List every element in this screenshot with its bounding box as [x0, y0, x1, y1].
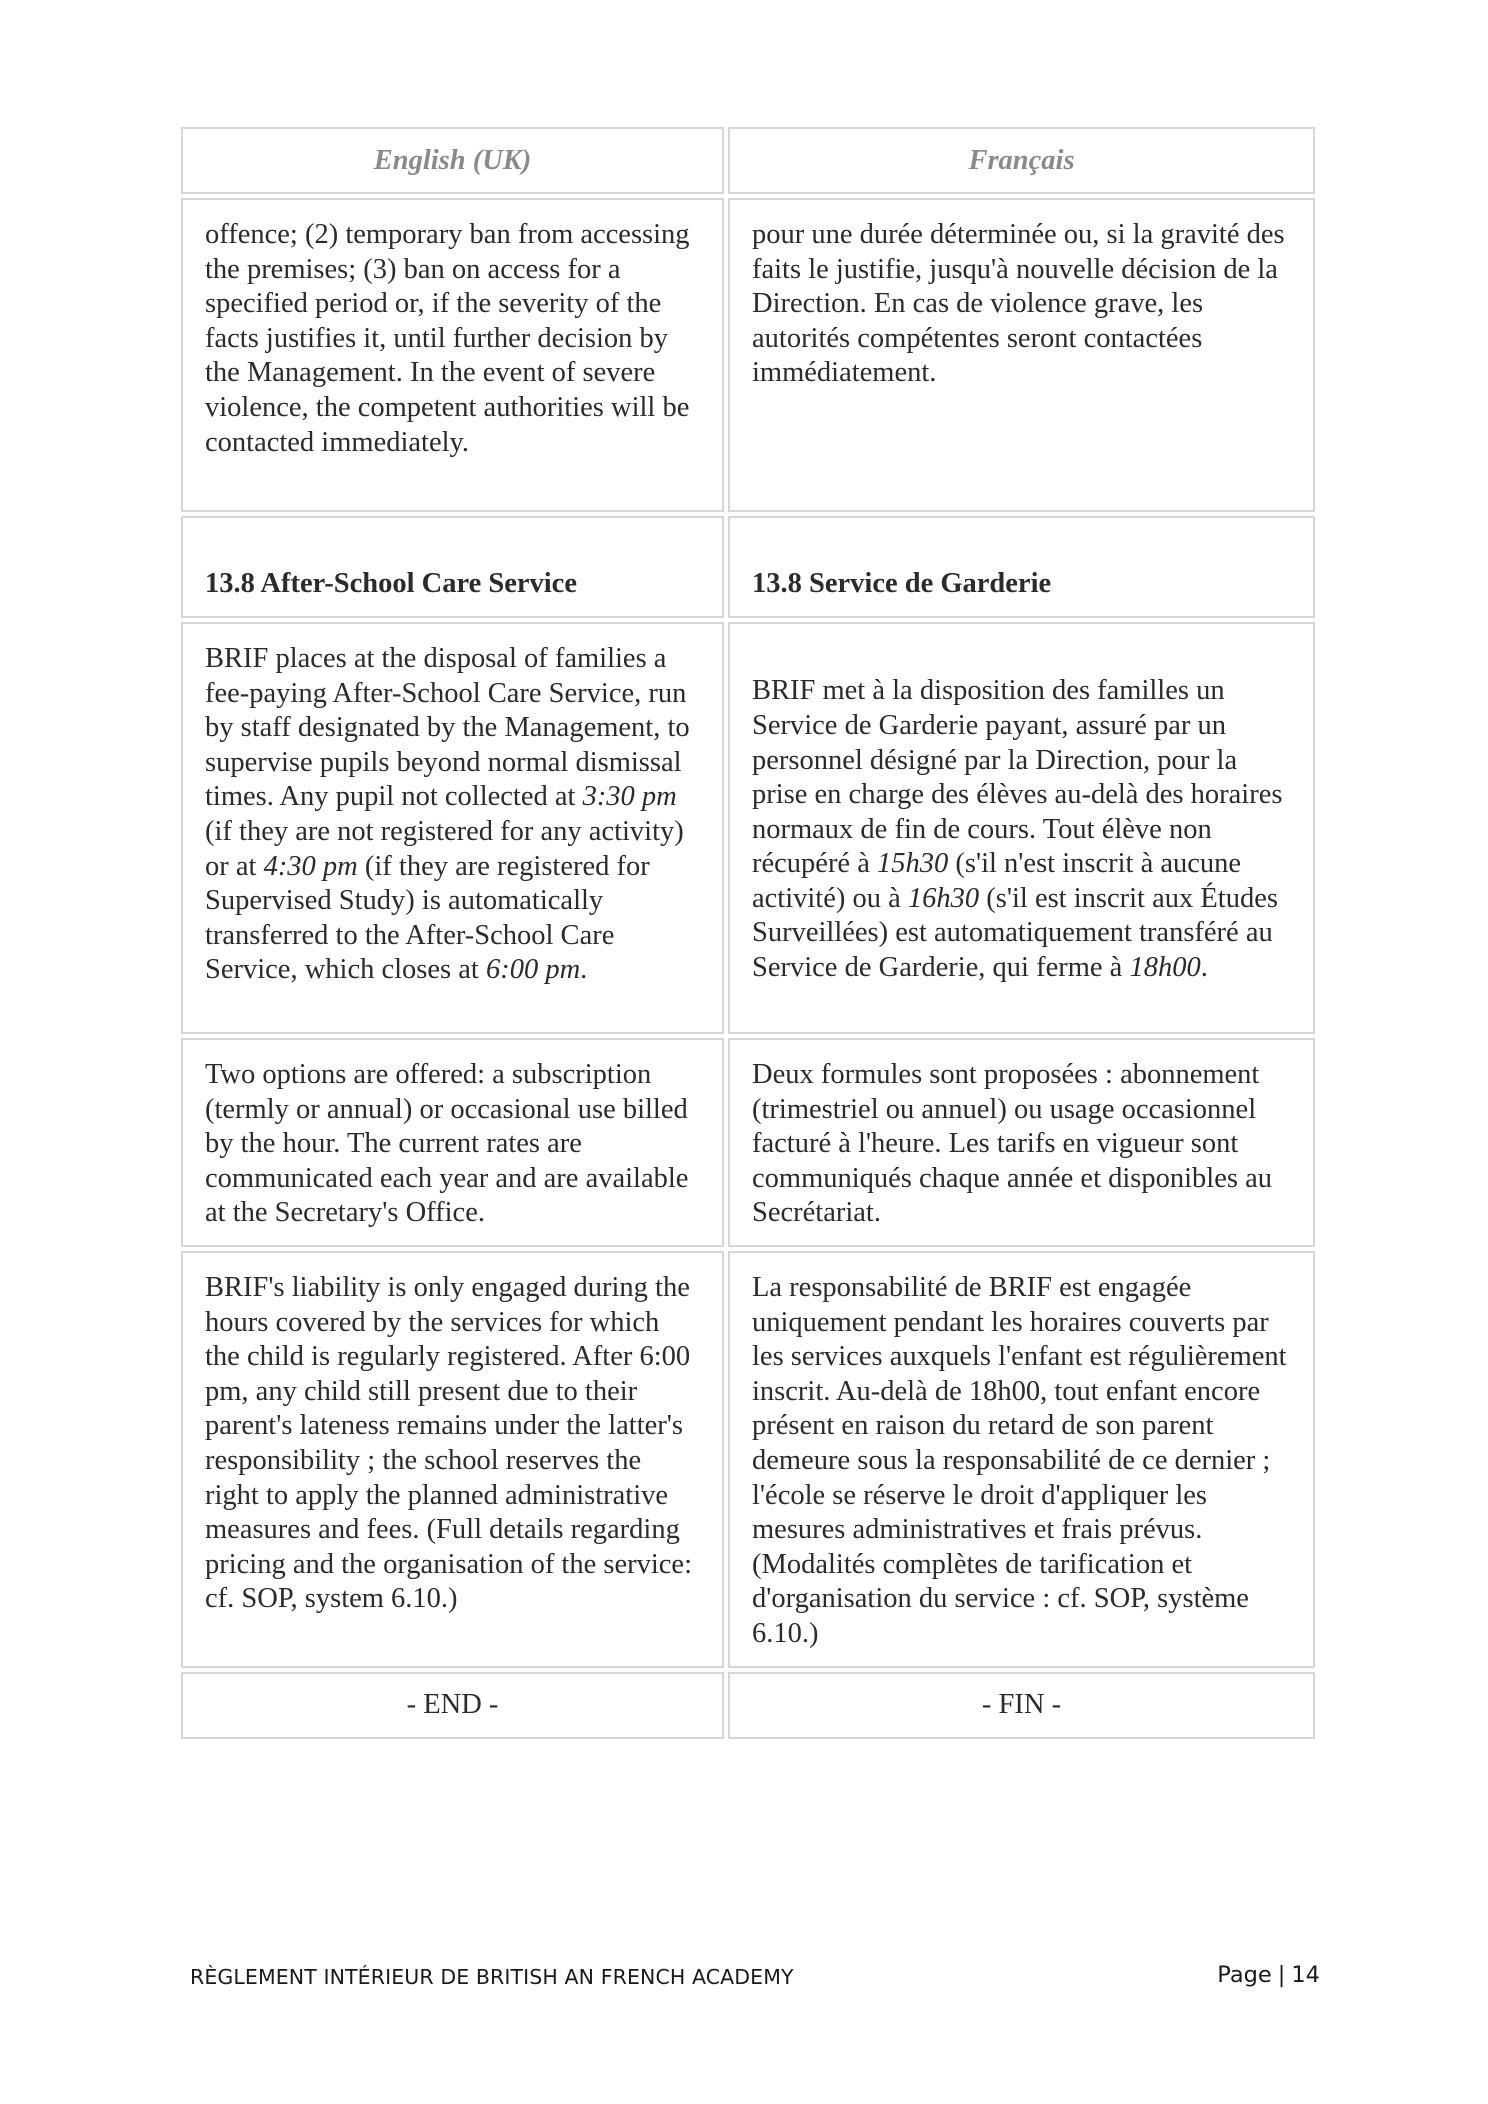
header-row	[181, 127, 1315, 194]
english-cell-liability: BRIF's liability is only engaged during the hours covered by the services for which the child is regularly registered. After 6:00 pm, any child still present due to their parent's lateness remains under the latter's responsibility ; the school reserves the right to apply the planned administrative measures and fees. (Full details regarding pricing and the organisation of the service: cf. SOP, system 6.10.)	[181, 1251, 724, 1668]
english-section-heading: 13.8 After-School Care Service	[181, 516, 724, 618]
section-heading-row	[181, 516, 1315, 618]
french-time-3: 18h00	[1129, 952, 1201, 984]
footer-page-number	[1217, 1962, 1320, 1988]
english-time-1: 3:30 pm	[582, 781, 677, 813]
french-section-heading: 13.8 Service de Garderie	[728, 516, 1315, 618]
column-header-english: English (UK)	[181, 127, 724, 194]
english-end-marker: - END -	[181, 1672, 724, 1739]
end-row	[181, 1672, 1315, 1739]
english-care-text-2: (if they are not registered for any activity) or at	[205, 815, 684, 882]
english-care-text-4: .	[580, 954, 588, 986]
page-separator: |	[1277, 1962, 1286, 1988]
english-care-text-1: BRIF places at the disposal of families a fee-paying After-School Care Service, run by staff designated by the Management, to supervise pupils beyond normal dismissal times. Any pupil not collected at	[205, 643, 690, 813]
english-time-2: 4:30 pm	[263, 850, 358, 882]
page-number: 14	[1291, 1962, 1320, 1988]
french-cell-options: Deux formules sont proposées : abonnement (trimestriel ou annuel) ou usage occasionnel facturé à l'heure. Les tarifs en vigueur sont communiqués chaque année et disponibles au Secrétariat.	[728, 1038, 1315, 1247]
french-care-text-3: (s'il est inscrit aux Études Surveillées) est automatiquement transféré au Service de Garderie, qui ferme à	[752, 882, 1278, 984]
page-label: Page	[1217, 1962, 1272, 1988]
french-care-text-4: .	[1200, 952, 1208, 984]
table-row	[181, 198, 1315, 512]
english-time-3: 6:00 pm	[485, 954, 581, 986]
table-row	[181, 1251, 1315, 1668]
footer-document-title: RÈGLEMENT INTÉRIEUR DE BRITISH AN FRENCH ACADEMY	[190, 1965, 794, 1989]
table-row	[181, 622, 1315, 1034]
french-end-marker: - FIN -	[728, 1672, 1315, 1739]
bilingual-table	[177, 123, 1319, 1743]
french-time-2: 16h30	[907, 882, 980, 914]
english-care-text-3: (if they are registered for Supervised Study) is automatically transferred to the After-School Care Service, which closes at	[205, 850, 650, 986]
french-time-1: 15h30	[876, 848, 949, 880]
english-cell-options: Two options are offered: a subscription (termly or annual) or occasional use billed by the hour. The current rates are communicated each year and are available at the Secretary's Office.	[181, 1038, 724, 1247]
table-row	[181, 1038, 1315, 1247]
french-care-text-1: BRIF met à la disposition des familles un Service de Garderie payant, assuré par un personnel désigné par la Direction, pour la prise en charge des élèves au-delà des horaires normaux de fin de cours. Tout élève non récupéré à	[752, 675, 1283, 880]
column-header-french: Français	[728, 127, 1315, 194]
french-cell-liability: La responsabilité de BRIF est engagée uniquement pendant les horaires couverts par les services auxquels l'enfant est régulièrement inscrit. Au-delà de 18h00, tout enfant encore présent en raison du retard de son parent demeure sous la responsabilité de ce dernier ; l'école se réserve le droit d'appliquer les mesures administratives et frais prévus. (Modalités complètes de tarification et d'organisation du service : cf. SOP, système 6.10.)	[728, 1251, 1315, 1668]
french-cell-sanctions: pour une durée déterminée ou, si la gravité des faits le justifie, jusqu'à nouvelle décision de la Direction. En cas de violence grave, les autorités compétentes seront contactées immédiatement.	[728, 198, 1315, 512]
english-cell-sanctions: offence; (2) temporary ban from accessing the premises; (3) ban on access for a specified period or, if the severity of the facts justifies it, until further decision by the Management. In the event of severe violence, the competent authorities will be contacted immediately.	[181, 198, 724, 512]
french-care-text-2: (s'il n'est inscrit à aucune activité) ou à	[752, 848, 1242, 914]
english-cell-care-service	[181, 622, 724, 1034]
french-cell-care-service	[728, 622, 1315, 1034]
